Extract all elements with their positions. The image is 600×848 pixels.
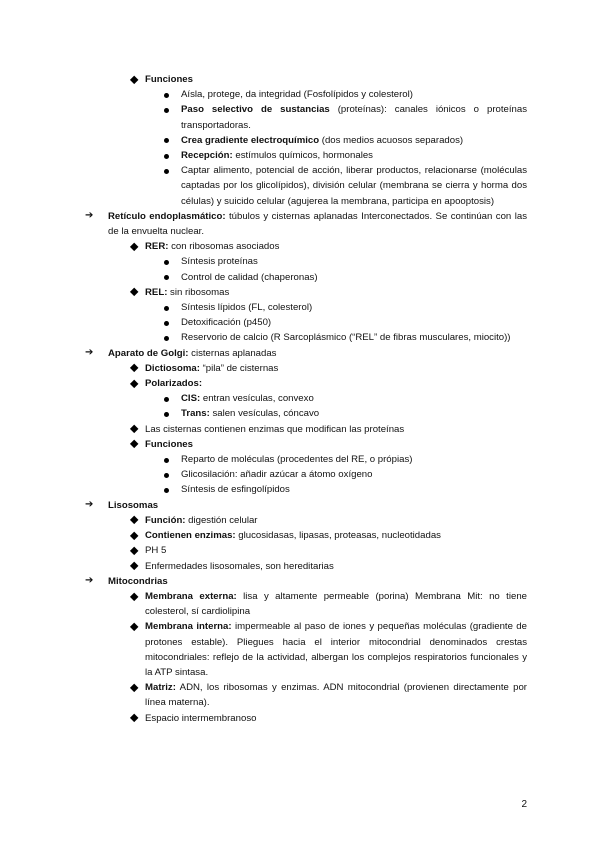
diamond-bullet-icon [130, 592, 139, 601]
outline-item [0, 346, 600, 361]
dot-bullet-icon [164, 154, 169, 159]
dot-bullet-icon [164, 275, 169, 280]
outline-item [0, 559, 600, 574]
dot-bullet-icon [164, 321, 169, 326]
item-text: Espacio intermembranoso [145, 712, 257, 724]
outline-item [0, 361, 600, 376]
bold-term: Dictiosoma: [145, 362, 200, 374]
diamond-bullet-icon [130, 516, 139, 525]
item-text: Reparto de moléculas (procedentes del RE, o própias) [181, 454, 413, 466]
outline-item [0, 102, 600, 132]
diamond-bullet-icon [130, 562, 139, 571]
item-text: salen vesículas, cóncavo [209, 408, 320, 420]
bold-term: REL: [145, 286, 168, 298]
item-text: Captar alimento, potencial de acción, liberar productos, relacionarse (moléculas captadas por los glicolípidos), división celular (membrana se cierra y horma dos células) y suicido celular (agujerea la membrana, participa en apooptosis) [181, 165, 527, 207]
item-text: lisa y altamente permeable (porina) Membrana Mit: no tiene colesterol, sí cardiolipina [145, 590, 527, 618]
item-text: Enfermedades lisosomales, son hereditarias [145, 560, 334, 572]
item-text: Aísla, protege, da integridad (Fosfolípidos y colesterol) [181, 89, 413, 101]
diamond-bullet-icon [130, 364, 139, 373]
outline-item [0, 148, 600, 163]
outline-item [0, 437, 600, 452]
outline-item [0, 589, 600, 619]
item-text: sin ribosomas [167, 286, 230, 298]
dot-bullet-icon [164, 412, 169, 417]
item-text: Detoxificación (p450) [181, 317, 272, 329]
item-text: glucosidasas, lipasas, proteasas, nucleotidadas [235, 530, 441, 542]
diamond-bullet-icon [130, 714, 139, 723]
bold-term: Retículo endoplasmático: [108, 210, 226, 222]
item-text: Las cisternas contienen enzimas que modifican las proteínas [145, 423, 405, 435]
item-text: Glicosilación: añadir azúcar a átomo oxígeno [181, 469, 373, 481]
item-text: ADN, los ribosomas y enzimas. ADN mitocondrial (provienen directamente por línea materna). [145, 682, 527, 709]
item-text: cisternas aplanadas [188, 347, 277, 359]
bold-term: Lisosomas [108, 499, 159, 511]
outline-item [0, 239, 600, 254]
bold-term: Membrana interna: [145, 621, 232, 633]
outline-item [0, 270, 600, 285]
dot-bullet-icon [164, 458, 169, 463]
item-text: Reservorio de calcio (R Sarcoplásmico (“REL” de fibras musculares, miocito)) [181, 332, 511, 344]
outline-item [0, 498, 600, 513]
diamond-bullet-icon [130, 547, 139, 556]
arrow-icon: ➔ [85, 575, 94, 587]
dot-bullet-icon [164, 169, 169, 174]
outline-item [0, 680, 600, 710]
dot-bullet-icon [164, 473, 169, 478]
outline-item [0, 452, 600, 467]
outline-item [0, 87, 600, 102]
outline-item [0, 513, 600, 528]
bold-term: Contienen enzimas: [145, 530, 236, 542]
outline-item [0, 482, 600, 497]
bold-term: Recepción: [181, 150, 233, 162]
outline-item [0, 406, 600, 421]
bold-term: RER: [145, 241, 169, 253]
item-text: impermeable al paso de iones y pequeñas moléculas (gradiente de protones estable). Pliegues hacia el interior mitocondrial denominados crestas mitocondriales: reflejo de la actividad, albergan los complejos respiratorios funcionales y la ATP sintasa. [145, 621, 527, 678]
item-text: (dos medios acuosos separados) [319, 134, 464, 146]
diamond-bullet-icon [130, 288, 139, 297]
outline-item [0, 528, 600, 543]
diamond-bullet-icon [130, 379, 139, 388]
outline-item [0, 300, 600, 315]
item-text: Control de calidad (chaperonas) [181, 271, 318, 283]
diamond-bullet-icon [130, 683, 139, 692]
dot-bullet-icon [164, 93, 169, 98]
bold-term: Crea gradiente electroquímico [181, 134, 320, 146]
outline-item [0, 315, 600, 330]
dot-bullet-icon [164, 138, 169, 143]
diamond-bullet-icon [130, 75, 139, 84]
item-text: “pila” de cisternas [199, 362, 279, 374]
outline-item [0, 376, 600, 391]
diamond-bullet-icon [130, 425, 139, 434]
bold-term: Funciones [145, 74, 193, 85]
dot-bullet-icon [164, 336, 169, 341]
outline-item [0, 543, 600, 558]
diamond-bullet-icon [130, 243, 139, 252]
item-text: Síntesis lípidos (FL, colesterol) [181, 302, 313, 314]
bold-term: Membrana externa: [145, 590, 237, 602]
bold-term: Matriz: [145, 682, 176, 694]
outline-item [0, 574, 600, 589]
diamond-bullet-icon [130, 623, 139, 632]
bold-term: Funciones [145, 438, 193, 450]
arrow-icon: ➔ [85, 347, 94, 359]
bold-term: Aparato de Golgi: [108, 347, 189, 359]
item-text: digestión celular [185, 514, 258, 526]
bold-term: Polarizados: [145, 378, 203, 390]
arrow-icon: ➔ [85, 210, 94, 222]
outline-item [0, 391, 600, 406]
outline-item [0, 285, 600, 300]
item-text: con ribosomas asociados [168, 241, 280, 253]
outline-item [0, 467, 600, 482]
item-text: PH 5 [145, 545, 167, 557]
outline-item [0, 422, 600, 437]
item-text: (proteínas): canales iónicos o proteínas transportadoras. [181, 104, 528, 131]
outline-item [0, 72, 600, 87]
bold-term: Mitocondrias [108, 575, 168, 587]
dot-bullet-icon [164, 260, 169, 265]
bold-term: Paso selectivo de sustancias [181, 104, 330, 116]
dot-bullet-icon [164, 306, 169, 311]
dot-bullet-icon [164, 397, 169, 402]
item-text: estímulos químicos, hormonales [232, 150, 373, 162]
document-page [0, 72, 600, 726]
outline-item [0, 209, 600, 239]
outline-item [0, 619, 600, 680]
diamond-bullet-icon [130, 531, 139, 540]
bold-term: Trans: [181, 408, 210, 420]
dot-bullet-icon [164, 108, 169, 113]
arrow-icon: ➔ [85, 499, 94, 511]
outline-item [0, 133, 600, 148]
item-text: Síntesis proteínas [181, 256, 258, 268]
bold-term: CIS: [181, 393, 201, 405]
outline-item [0, 711, 600, 726]
item-text: Síntesis de esfingolípidos [181, 484, 290, 496]
outline-item [0, 330, 600, 345]
outline-item [0, 163, 600, 209]
outline-item [0, 254, 600, 269]
item-text: entran vesículas, convexo [200, 393, 314, 405]
bold-term: Función: [145, 514, 186, 526]
diamond-bullet-icon [130, 440, 139, 449]
page-number: 2 [521, 799, 527, 810]
item-text: túbulos y cisternas aplanadas Interconectados. Se continúan con las de la envuelta nuclear. [108, 210, 527, 238]
dot-bullet-icon [164, 488, 169, 493]
